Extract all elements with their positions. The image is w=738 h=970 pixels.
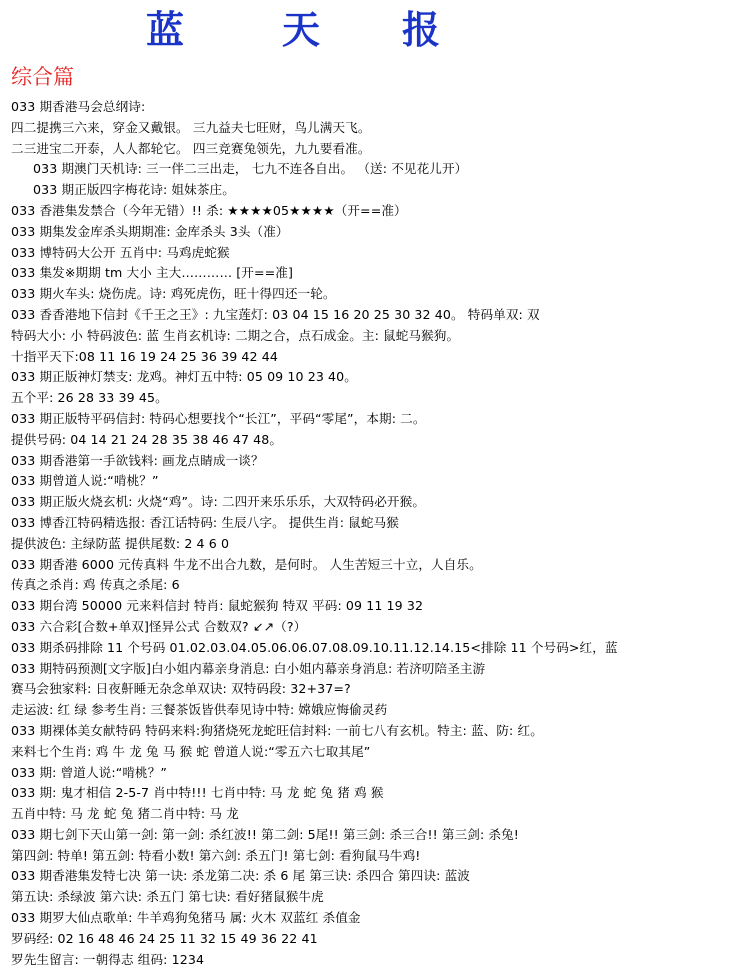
text-line: 033 期香港集发特七决 第一诀: 杀龙第二决: 杀 6 尾 第三诀: 杀四合 第四诀: 蓝波	[11, 868, 470, 884]
text-line: 033 博香江特码精选报: 香江话特码: 生辰八字。 提供生肖: 鼠蛇马猴	[11, 514, 399, 530]
content-body	[11, 97, 733, 970]
text-line: 033 期曾道人说:“啃桃？”	[11, 473, 159, 489]
text-line: 033 期火车头: 烧伤虎。诗: 鸡死虎伤，旺十得四还一轮。	[11, 286, 336, 302]
text-line: 二三进宝二开泰，人人都轮它。 四三竞赛兔领先，九九要看准。	[11, 140, 371, 156]
text-line: 033 期正版神灯禁支: 龙鸡。神灯五中特: 05 09 10 23 40。	[11, 369, 357, 385]
text-line: 033 期澳门天机诗: 三一伴二三出走， 七九不连各自出。 （送: 不见花儿开）	[33, 161, 468, 177]
text-line: 033 香港集发禁合（今年无错）!! 杀: ★★★★05★★★★（开==准）	[11, 202, 407, 218]
title-char-1: 蓝	[146, 7, 185, 52]
text-line: 033 香香港地下信封《千王之王》: 九宝莲灯: 03 04 15 16 20 25 30 32 40。 特码单双: 双	[11, 306, 540, 322]
text-line: 033 期正版火烧玄机: 火烧“鸡”。诗: 二四开来乐乐乐，大双特码必开猴。	[11, 494, 426, 510]
text-line: 033 期罗大仙点歌单: 牛羊鸡狗兔猪马 属: 火木 双蓝红 杀值金	[11, 910, 361, 926]
text-line: 四二提携三六来，穿金又戴银。 三九益夫七旺财，鸟儿满天飞。	[11, 119, 371, 135]
text-line: 033 期香港第一手欲钱料: 画龙点睛成一谈？	[11, 452, 264, 468]
text-line: 来料七个生肖: 鸡 牛 龙 兔 马 猴 蛇 曾道人说:“零五六七取其尾”	[11, 743, 371, 759]
text-line: 罗先生留言: 一朝得志 组码: 1234	[11, 951, 205, 967]
section-heading: 综合篇	[11, 65, 74, 89]
text-line: 提供号码: 04 14 21 24 28 35 38 46 47 48。	[11, 431, 283, 447]
text-line: 033 期香港马会总纲诗:	[11, 99, 146, 114]
text-line: 033 博特码大公开 五肖中: 马鸡虎蛇猴	[11, 244, 230, 260]
text-line: 提供波色: 主绿防蓝 提供尾数: 2 4 6 0	[11, 535, 230, 551]
text-line: 033 期正版四字梅花诗: 姐妹茶庄。	[33, 182, 235, 198]
text-line: 走运波: 红 绿 参考生肖: 三餐茶饭皆供奉见诗中特: 嫦娥应悔偷灵药	[11, 702, 388, 718]
masthead	[0, 6, 738, 58]
text-line: 033 期裸体美女献特码 特码来料:狗猪烧死龙蛇旺信封料: 一前七八有玄机。特主: 蓝、防: 红。	[11, 722, 543, 738]
text-line: 033 六合彩[合数+单双]怪异公式 合数双? ↙↗（?）	[11, 618, 307, 634]
text-line: 第四剑: 特单! 第五剑: 特看小数! 第六剑: 杀五门! 第七剑: 看狗鼠马牛鸡!	[11, 847, 421, 863]
text-line: 033 期: 鬼才相信 2-5-7 肖中特!!! 七肖中特: 马 龙 蛇 兔 猪 鸡 猴	[11, 785, 384, 801]
text-line: 十指平天下:08 11 16 19 24 25 36 39 42 44	[11, 348, 278, 364]
text-line: 033 集发※期期 tm 大小 主大………… [开==准]	[11, 265, 293, 281]
title-char-2: 天	[282, 7, 321, 52]
title-char-3: 报	[402, 7, 441, 52]
text-line: 033 期特码预测[文字版]白小姐内幕亲身消息: 白小姐内幕亲身消息: 若济叨陪圣主游	[11, 660, 486, 676]
text-line: 赛马会独家料: 日夜鼾睡无杂念单双诀: 双特码段: 32+37=?	[11, 681, 351, 697]
text-line: 033 期正版特平码信封: 特码心想要找个“长江”，平码“零尾”，本期: 二。	[11, 410, 426, 426]
text-line: 第五诀: 杀绿波 第六诀: 杀五门 第七诀: 看好猪鼠猴牛虎	[11, 889, 324, 905]
text-line: 033 期台湾 50000 元来料信封 特肖: 鼠蛇猴狗 特双 平码: 09 11 19 32	[11, 598, 424, 614]
text-line: 033 期香港 6000 元传真料 牛龙不出合九数，是何时。 人生苦短三十立，人自乐。	[11, 556, 482, 572]
text-line: 033 期七剑下天山第一剑: 第一剑: 杀红波!! 第二剑: 5尾!! 第三剑: 杀三合!! 第三剑: 杀兔!	[11, 826, 519, 842]
text-line: 罗码经: 02 16 48 46 24 25 11 32 15 49 36 22 41	[11, 930, 318, 946]
text-line: 传真之杀肖: 鸡 传真之杀尾: 6	[11, 577, 180, 593]
text-line: 033 期: 曾道人说:“啃桃？”	[11, 764, 168, 780]
text-line: 五个平: 26 28 33 39 45。	[11, 390, 168, 406]
text-line: 五肖中特: 马 龙 蛇 兔 猪二肖中特: 马 龙	[11, 806, 239, 822]
text-line: 特码大小: 小 特码波色: 蓝 生肖玄机诗: 二期之合，点石成金。主: 鼠蛇马猴狗。	[11, 327, 460, 343]
text-line: 033 期集发金库杀头期期准: 金库杀头 3头（准）	[11, 223, 289, 239]
text-line: 033 期杀码排除 11 个号码 01.02.03.04.05.06.06.07.08.09.10.11.12.14.15<排除 11 个号码>红，蓝	[11, 639, 618, 655]
